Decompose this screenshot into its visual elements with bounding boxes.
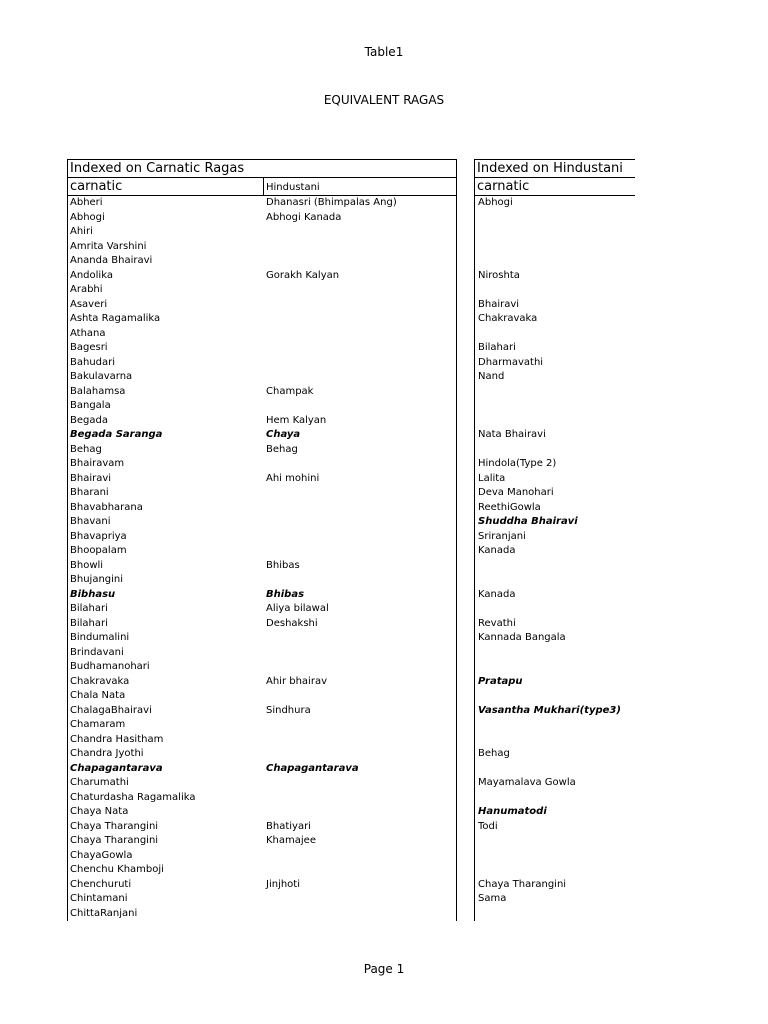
hindustani-cell: Hem Kalyan [266, 414, 327, 426]
carnatic-cell: Bhoopalam [70, 545, 127, 556]
table-row [68, 878, 456, 893]
table-row [475, 718, 635, 733]
carnatic-cell: Chaya Tharangini [478, 878, 567, 890]
carnatic-cell: Behag [70, 443, 102, 455]
carnatic-cell [475, 834, 478, 849]
carnatic-cell: Mayamalava Gowla [478, 777, 576, 788]
hindustani-cell: Champak [266, 385, 314, 397]
carnatic-cell: Nata Bhairavi [478, 429, 546, 440]
hindustani-cell [264, 689, 456, 704]
carnatic-cell: Bagesri [70, 342, 108, 353]
carnatic-cell [475, 385, 478, 400]
carnatic-cell [475, 849, 478, 864]
carnatic-cell: Nand [478, 371, 505, 382]
carnatic-cell: Bhavapriya [70, 530, 127, 542]
hindustani-cell [264, 283, 456, 298]
carnatic-cell: Athana [70, 327, 106, 339]
hindustani-index-table [474, 159, 635, 921]
hindustani-cell [264, 225, 456, 240]
hindustani-cell: Bhatiyari [266, 820, 311, 832]
hindustani-cell [264, 399, 456, 414]
carnatic-cell: Kannada Bangala [478, 632, 566, 643]
carnatic-cell: Arabhi [70, 284, 103, 295]
carnatic-cell: Asaveri [70, 298, 108, 310]
table-row [475, 327, 635, 342]
table-row [68, 356, 456, 371]
table-row [475, 747, 635, 762]
table-row [68, 892, 456, 907]
table-row [68, 472, 456, 487]
carnatic-cell [475, 240, 478, 255]
table-row [475, 631, 635, 646]
carnatic-cell: ChalagaBhairavi [70, 704, 152, 716]
table-row [475, 559, 635, 574]
table-row [475, 530, 635, 545]
carnatic-cell [475, 689, 478, 704]
table-row [475, 385, 635, 400]
table-row [475, 617, 635, 632]
hindustani-cell [264, 240, 456, 255]
hindustani-cell [264, 254, 456, 269]
carnatic-cell: Sriranjani [478, 530, 526, 542]
table-row [475, 486, 635, 501]
table-row [68, 733, 456, 748]
table-row [68, 863, 456, 878]
table-row [68, 791, 456, 806]
table-row [68, 704, 456, 719]
carnatic-cell [475, 254, 478, 269]
carnatic-cell: Charumathi [70, 777, 129, 788]
table-row [68, 428, 456, 443]
hindustani-cell: Behag [266, 443, 298, 455]
table-row [475, 225, 635, 240]
carnatic-cell: Bharani [70, 487, 109, 498]
table-row [475, 849, 635, 864]
carnatic-cell [475, 602, 478, 617]
table-row [68, 718, 456, 733]
table-row [68, 544, 456, 559]
carnatic-cell: Vasantha Mukhari(type3) [478, 704, 621, 716]
hindustani-cell: Bhibas [266, 559, 300, 571]
hindustani-cell [264, 747, 456, 762]
table-row [475, 878, 635, 893]
table-row [475, 544, 635, 559]
carnatic-cell: Chandra Hasitham [70, 733, 164, 745]
sheet-title: Table1 [364, 45, 404, 59]
page-footer: Page 1 [363, 962, 405, 976]
table-row [68, 559, 456, 574]
carnatic-cell: Chenchu Khamboji [70, 864, 164, 875]
table-row [68, 225, 456, 240]
table-row [68, 689, 456, 704]
carnatic-cell: Sama [478, 893, 507, 904]
table-row [475, 414, 635, 429]
table-row [475, 863, 635, 878]
carnatic-cell: Chenchuruti [70, 878, 132, 890]
table-row [68, 457, 456, 472]
table-row [475, 501, 635, 516]
carnatic-cell: Ashta Ragamalika [70, 313, 161, 324]
carnatic-cell [475, 573, 478, 588]
hindustani-cell: Ahir bhairav [266, 675, 327, 687]
carnatic-table-body [68, 196, 456, 921]
table-row [68, 573, 456, 588]
hindustani-cell: Aliya bilawal [266, 603, 329, 614]
carnatic-cell: ReethiGowla [478, 501, 541, 513]
table-row [475, 341, 635, 356]
carnatic-cell: Pratapu [478, 675, 523, 687]
table-row [68, 849, 456, 864]
table-row [475, 370, 635, 385]
table-row [68, 312, 456, 327]
hindustani-cell: Chaya [266, 429, 301, 440]
carnatic-cell [475, 863, 478, 878]
carnatic-cell: Bibhasu [70, 588, 116, 600]
table-row [68, 370, 456, 385]
carnatic-cell: Dharmavathi [478, 356, 544, 368]
table-row [68, 399, 456, 414]
table-row [475, 791, 635, 806]
table-row [475, 907, 635, 922]
carnatic-cell: Kanada [478, 588, 516, 600]
carnatic-index-table [67, 159, 457, 921]
carnatic-cell [475, 791, 478, 806]
table-row [475, 312, 635, 327]
table-row [475, 269, 635, 284]
carnatic-cell: ChayaGowla [70, 849, 133, 861]
table-row [68, 820, 456, 835]
carnatic-cell: Hindola(Type 2) [478, 458, 557, 469]
hindustani-cell [264, 863, 456, 878]
hindustani-column-headers [475, 178, 635, 196]
carnatic-cell: Chaya Nata [70, 806, 129, 817]
table-row [475, 602, 635, 617]
table-row [68, 805, 456, 820]
table-row [475, 283, 635, 298]
hindustani-cell [264, 501, 456, 516]
carnatic-cell: Abhogi [478, 197, 513, 208]
carnatic-cell: Balahamsa [70, 385, 126, 397]
carnatic-cell: Chala Nata [70, 690, 126, 701]
table-row [475, 892, 635, 907]
carnatic-cell: Todi [478, 820, 498, 832]
table-row [68, 617, 456, 632]
table-row [475, 689, 635, 704]
carnatic-cell: Hanumatodi [478, 806, 547, 817]
table-row [475, 240, 635, 255]
hindustani-cell [264, 907, 456, 922]
carnatic-cell [475, 762, 478, 777]
hindustani-cell [264, 718, 456, 733]
hindustani-table-body [475, 196, 635, 921]
carnatic-cell [475, 718, 478, 733]
carnatic-cell: Chaturdasha Ragamalika [70, 791, 196, 803]
carnatic-cell: Chandra Jyothi [70, 748, 144, 759]
hindustani-cell [264, 312, 456, 327]
hindustani-cell: Jinjhoti [266, 878, 300, 890]
carnatic-cell: Begada Saranga [70, 429, 163, 440]
table-row [68, 327, 456, 342]
table-row [475, 254, 635, 269]
table-row [68, 834, 456, 849]
carnatic-cell: Bhowli [70, 559, 104, 571]
hindustani-cell [264, 646, 456, 661]
carnatic-cell: ChittaRanjani [70, 907, 138, 919]
table-row [475, 660, 635, 675]
carnatic-cell [475, 443, 478, 458]
hindustani-cell: Gorakh Kalyan [266, 269, 340, 281]
carnatic-cell: Bhairavam [70, 458, 125, 469]
carnatic-cell [475, 559, 478, 574]
hindustani-cell [264, 356, 456, 371]
carnatic-cell: Bhavani [70, 516, 111, 527]
carnatic-cell: Bhairavi [70, 472, 112, 484]
table-row [475, 776, 635, 791]
carnatic-cell: Lalita [478, 472, 506, 484]
carnatic-cell: Behag [478, 748, 510, 759]
hindustani-cell [264, 544, 456, 559]
hindustani-cell: Abhogi Kanada [266, 211, 342, 223]
carnatic-cell: Chamaram [70, 719, 126, 730]
carnatic-cell: Kanada [478, 545, 516, 556]
table-row [68, 385, 456, 400]
carnatic-cell: Chakravaka [70, 675, 130, 687]
carnatic-cell: Ananda Bhairavi [70, 255, 153, 266]
hindustani-cell [264, 457, 456, 472]
table-row [68, 646, 456, 661]
table-row [68, 486, 456, 501]
carnatic-cell: Bilahari [70, 617, 108, 629]
table-row [68, 660, 456, 675]
hindustani-cell [264, 515, 456, 530]
table-row [475, 733, 635, 748]
carnatic-cell: Chakravaka [478, 313, 538, 324]
table-row [68, 602, 456, 617]
table-row [68, 515, 456, 530]
table-row [475, 211, 635, 226]
carnatic-cell: Ahiri [70, 226, 93, 237]
carnatic-cell: Amrita Varshini [70, 240, 147, 252]
carnatic-cell [475, 733, 478, 748]
table-row [475, 588, 635, 603]
carnatic-column-header: carnatic [68, 178, 264, 195]
carnatic-cell [475, 225, 478, 240]
carnatic-cell [475, 283, 478, 298]
hindustani-cell: Deshakshi [266, 617, 318, 629]
table-row [475, 457, 635, 472]
hindustani-cell: Chapagantarava [266, 762, 359, 774]
table-row [68, 211, 456, 226]
table-row [68, 269, 456, 284]
table-row [475, 805, 635, 820]
carnatic-cell [475, 907, 478, 922]
carnatic-cell: Abhogi [70, 211, 105, 223]
table-row [68, 283, 456, 298]
carnatic-cell: Bhujangini [70, 574, 124, 585]
carnatic-cell [475, 211, 478, 226]
table-row [68, 762, 456, 777]
hindustani-cell [264, 805, 456, 820]
hindustani-cell: Sindhura [266, 704, 311, 716]
carnatic-column-header-right: carnatic [477, 179, 530, 194]
table-row [475, 573, 635, 588]
carnatic-cell: Chintamani [70, 893, 128, 904]
hindustani-cell [264, 327, 456, 342]
table-row [475, 704, 635, 719]
carnatic-cell: Bakulavarna [70, 371, 133, 382]
table-row [68, 414, 456, 429]
carnatic-cell: Bhairavi [478, 298, 520, 310]
table-row [475, 356, 635, 371]
carnatic-cell: Shuddha Bhairavi [478, 516, 578, 527]
hindustani-cell [264, 573, 456, 588]
carnatic-cell [475, 660, 478, 675]
carnatic-cell: Chapagantarava [70, 762, 163, 774]
carnatic-cell: Bilahari [70, 603, 108, 614]
carnatic-cell: Bahudari [70, 356, 116, 368]
carnatic-table-header: Indexed on Carnatic Ragas [68, 159, 456, 178]
hindustani-cell [264, 791, 456, 806]
hindustani-table-header: Indexed on Hindustani [475, 159, 635, 178]
carnatic-cell: Begada [70, 414, 108, 426]
document-title: EQUIVALENT RAGAS [323, 93, 445, 107]
hindustani-cell [264, 776, 456, 791]
table-row [68, 196, 456, 211]
carnatic-cell: Deva Manohari [478, 487, 554, 498]
hindustani-cell: Ahi mohini [266, 472, 320, 484]
table-row [475, 675, 635, 690]
carnatic-column-headers [68, 178, 456, 196]
table-row [475, 515, 635, 530]
table-row [475, 196, 635, 211]
table-row [68, 240, 456, 255]
table-row [475, 762, 635, 777]
carnatic-cell: Bilahari [478, 342, 516, 353]
hindustani-cell [264, 298, 456, 313]
carnatic-cell: Bangala [70, 400, 111, 411]
carnatic-cell [475, 414, 478, 429]
hindustani-cell [264, 892, 456, 907]
carnatic-cell: Bindumalini [70, 632, 130, 643]
table-row [68, 501, 456, 516]
table-row [475, 443, 635, 458]
table-row [68, 747, 456, 762]
table-row [68, 254, 456, 269]
hindustani-column-header: Hindustani [266, 182, 320, 193]
hindustani-cell: Khamajee [266, 835, 316, 846]
hindustani-cell [264, 341, 456, 356]
hindustani-cell [264, 486, 456, 501]
table-row [68, 443, 456, 458]
hindustani-cell: Dhanasri (Bhimpalas Ang) [266, 197, 397, 208]
carnatic-cell [475, 646, 478, 661]
hindustani-cell [264, 660, 456, 675]
table-row [475, 834, 635, 849]
hindustani-cell [264, 530, 456, 545]
table-row [475, 646, 635, 661]
carnatic-cell: Budhamanohari [70, 661, 150, 672]
table-row [68, 588, 456, 603]
carnatic-cell: Abheri [70, 197, 103, 208]
hindustani-cell [264, 733, 456, 748]
table-row [68, 776, 456, 791]
table-row [68, 530, 456, 545]
carnatic-cell: Chaya Tharangini [70, 835, 159, 846]
table-row [68, 341, 456, 356]
table-row [68, 631, 456, 646]
table-row [68, 907, 456, 922]
table-row [475, 428, 635, 443]
carnatic-cell [475, 399, 478, 414]
table-row [68, 298, 456, 313]
carnatic-cell: Andolika [70, 269, 113, 281]
hindustani-cell [264, 631, 456, 646]
hindustani-cell [264, 370, 456, 385]
carnatic-cell: Brindavani [70, 646, 124, 658]
carnatic-cell: Revathi [478, 617, 516, 629]
table-row [475, 472, 635, 487]
hindustani-cell [264, 849, 456, 864]
carnatic-cell [475, 327, 478, 342]
hindustani-cell: Bhibas [266, 588, 305, 600]
table-row [475, 399, 635, 414]
carnatic-cell: Niroshta [478, 269, 520, 281]
table-row [68, 675, 456, 690]
carnatic-cell: Bhavabharana [70, 501, 143, 513]
table-row [475, 820, 635, 835]
table-row [475, 298, 635, 313]
carnatic-cell: Chaya Tharangini [70, 820, 159, 832]
